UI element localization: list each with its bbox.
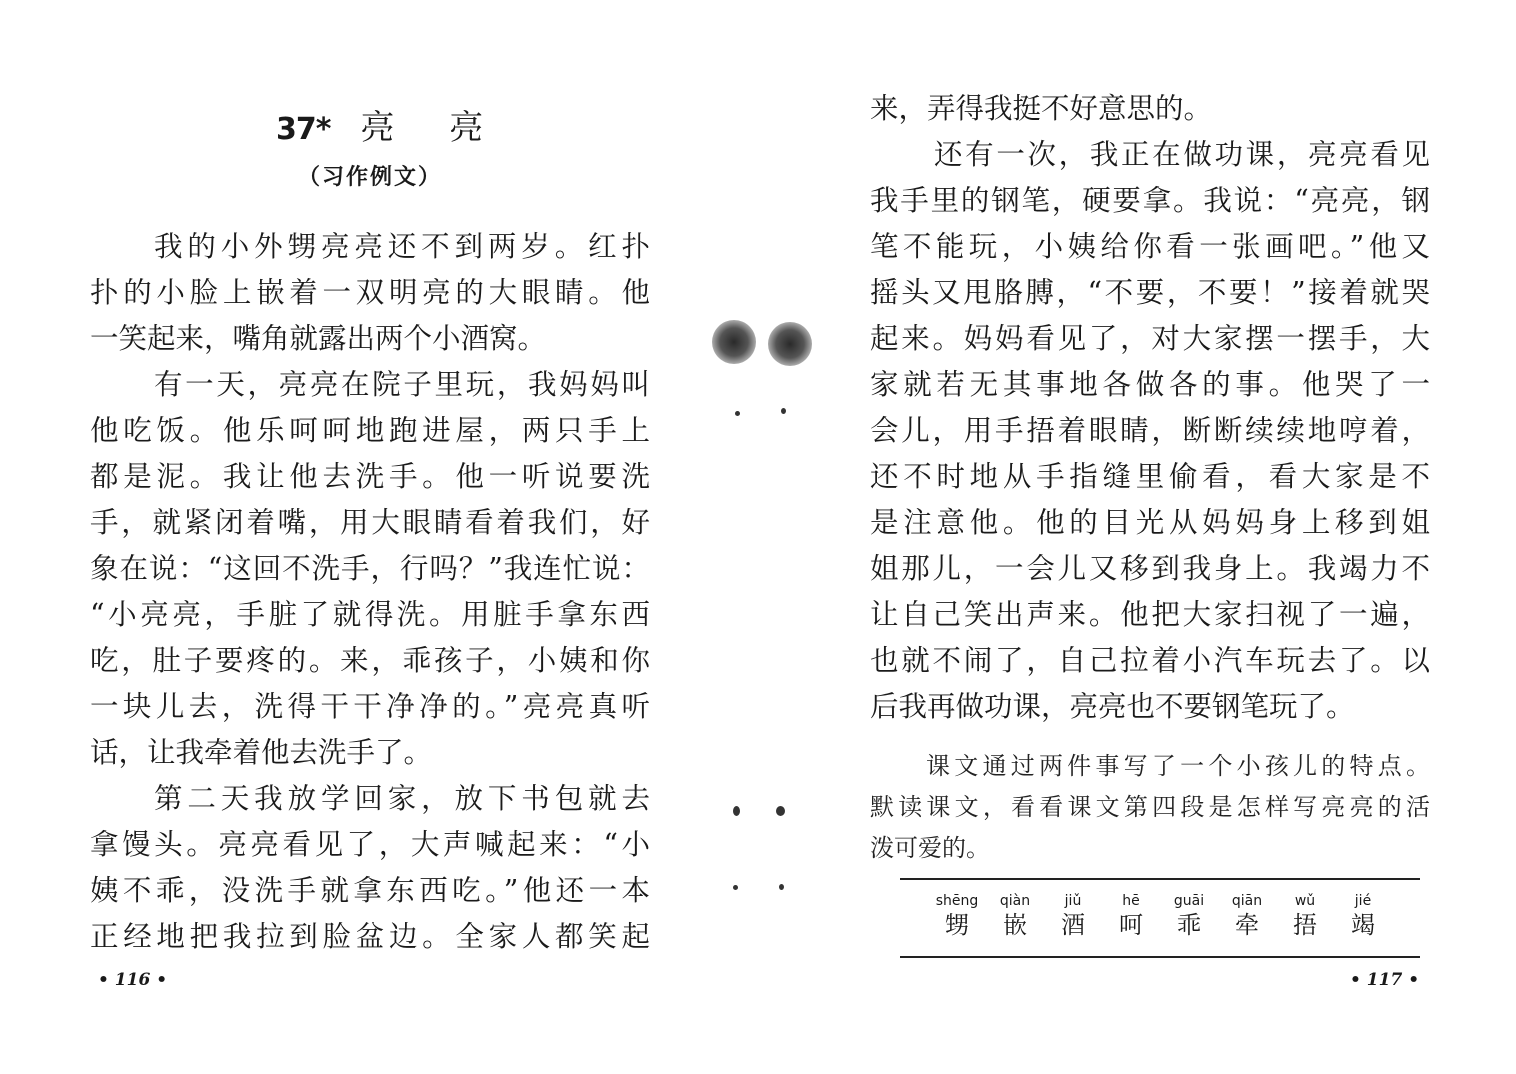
text-line: 摇头又甩胳膊，“不要，不要！”接着就哭 xyxy=(870,276,1430,309)
page-number-right: • 117 • xyxy=(1350,970,1420,990)
vocab-item xyxy=(1167,892,1211,956)
exercise-line: 课文通过两件事写了一个小孩儿的特点。 xyxy=(926,752,1430,780)
vocab-pinyin: qiàn xyxy=(999,893,1031,909)
vocab-pinyin: jiǔ xyxy=(1064,893,1082,909)
vocab-character: 牵 xyxy=(1235,911,1259,939)
vocab-item xyxy=(1341,892,1385,956)
text-line: 还不时地从手指缝里偷看，看大家是不 xyxy=(870,460,1430,493)
vocab-pinyin: jié xyxy=(1354,893,1372,909)
lesson-title-line xyxy=(276,100,505,149)
page-number-left: • 116 • xyxy=(98,970,168,990)
text-line: 是注意他。他的目光从妈妈身上移到姐 xyxy=(870,506,1430,539)
exercise-prompt xyxy=(870,746,1430,869)
text-line: 会儿，用手捂着眼睛，断断续续地哼着， xyxy=(870,414,1430,447)
vocab-character: 甥 xyxy=(945,911,969,939)
vocab-character: 乖 xyxy=(1177,911,1201,939)
left-page xyxy=(0,0,690,1074)
vocabulary-box xyxy=(900,878,1420,958)
binding-speck xyxy=(735,411,740,416)
text-line: “小亮亮，手脏了就得洗。用脏手拿东西 xyxy=(90,598,650,631)
vocab-pinyin: wǔ xyxy=(1294,893,1316,909)
binding-speck xyxy=(781,408,786,414)
text-line: 姐那儿，一会儿又移到我身上。我竭力不 xyxy=(870,552,1430,585)
vocab-item xyxy=(1225,892,1269,956)
text-line: 一笑起来，嘴角就露出两个小酒窝。 xyxy=(90,322,547,355)
text-line: 话，让我牵着他去洗手了。 xyxy=(90,736,433,769)
vocab-item xyxy=(993,892,1037,956)
text-line: 还有一次，我正在做功课，亮亮看见 xyxy=(934,138,1430,171)
text-line: 吃，肚子要疼的。来，乖孩子，小姨和你 xyxy=(90,644,650,677)
binding-speck xyxy=(779,884,784,890)
text-line: 后我再做功课，亮亮也不要钢笔玩了。 xyxy=(870,690,1355,723)
left-body-text xyxy=(90,224,650,960)
text-line: 姨不乖，没洗手就拿东西吃。”他还一本 xyxy=(90,874,650,907)
vocab-character: 酒 xyxy=(1061,911,1085,939)
text-line: 我的小外甥亮亮还不到两岁。红扑 xyxy=(154,230,650,263)
right-page xyxy=(830,0,1516,1074)
right-body-text xyxy=(870,86,1430,730)
text-line: 起来。妈妈看见了，对大家摆一摆手，大 xyxy=(870,322,1430,355)
text-line: 都是泥。我让他去洗手。他一听说要洗 xyxy=(90,460,650,493)
text-line: 也就不闹了，自己拉着小汽车玩去了。以 xyxy=(870,644,1430,677)
vocab-item xyxy=(1109,892,1153,956)
text-line: 有一天，亮亮在院子里玩，我妈妈叫 xyxy=(154,368,650,401)
lesson-title: 亮 亮 xyxy=(360,108,506,148)
text-line: 扑的小脸上嵌着一双明亮的大眼睛。他 xyxy=(90,276,650,309)
vocab-character: 竭 xyxy=(1351,911,1375,939)
text-line: 让自己笑出声来。他把大家扫视了一遍， xyxy=(870,598,1430,631)
lesson-number: 37* xyxy=(276,112,331,147)
text-line: 一块儿去，洗得干干净净的。”亮亮真听 xyxy=(90,690,650,723)
vocab-character: 嵌 xyxy=(1003,911,1027,939)
exercise-line: 泼可爱的。 xyxy=(870,834,990,862)
vocab-pinyin: qiān xyxy=(1231,893,1263,909)
text-line: 第二天我放学回家，放下书包就去 xyxy=(154,782,650,815)
text-line: 象在说：“这回不洗手，行吗？”我连忙说： xyxy=(90,552,650,585)
text-line: 来，弄得我挺不好意思的。 xyxy=(870,92,1213,125)
text-line: 他吃饭。他乐呵呵地跑进屋，两只手上 xyxy=(90,414,650,447)
text-line: 手，就紧闭着嘴，用大眼睛看着我们，好 xyxy=(90,506,650,539)
text-line: 我手里的钢笔，硬要拿。我说：“亮亮，钢 xyxy=(870,184,1430,217)
binding-speck xyxy=(733,885,738,890)
text-line: 家就若无其事地各做各的事。他哭了一 xyxy=(870,368,1430,401)
vocab-character: 捂 xyxy=(1293,911,1317,939)
lesson-subtitle: （习作例文） xyxy=(298,165,443,190)
text-line: 笔不能玩，小姨给你看一张画吧。”他又 xyxy=(870,230,1430,263)
exercise-line: 默读课文，看看课文第四段是怎样写亮亮的活 xyxy=(870,793,1430,821)
vocab-pinyin: shēng xyxy=(935,893,979,909)
text-line: 拿馒头。亮亮看见了，大声喊起来：“小 xyxy=(90,828,650,861)
binding-speck xyxy=(733,806,740,816)
vocab-item xyxy=(1283,892,1327,956)
vocab-character: 呵 xyxy=(1119,911,1143,939)
vocab-pinyin: hē xyxy=(1122,893,1140,909)
vocab-item xyxy=(935,892,979,956)
binding-hole-icon xyxy=(712,320,756,364)
binding-hole-icon xyxy=(768,322,812,366)
vocab-pinyin: guāi xyxy=(1173,893,1205,909)
binding-speck xyxy=(776,806,785,816)
text-line: 正经地把我拉到脸盆边。全家人都笑起 xyxy=(90,920,650,953)
vocab-item xyxy=(1051,892,1095,956)
